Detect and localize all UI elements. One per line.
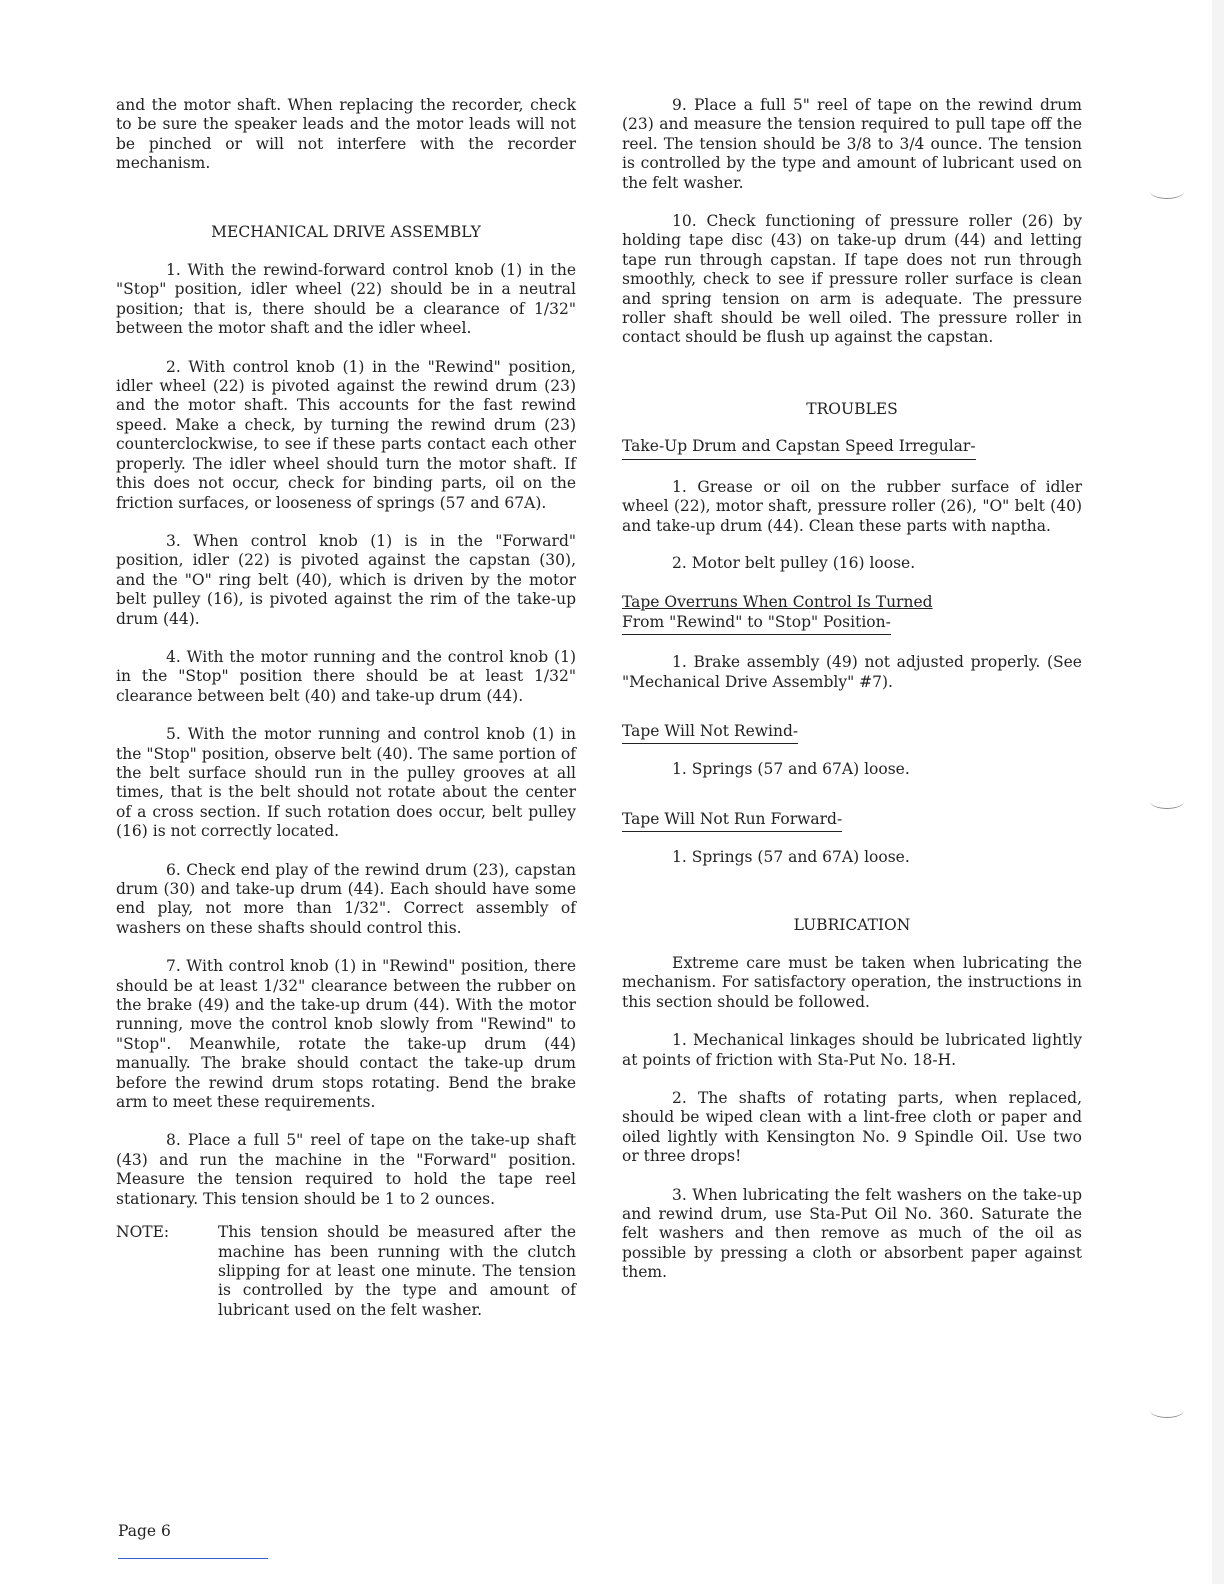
lubrication-heading: LUBRICATION xyxy=(793,915,911,934)
step-1: 1. With the rewind-forward control knob (1) in the "Stop" position, idler wheel (22) should be in a neutral position; that is, there should be a clearance of 1/32" between the motor shaft and the idler wheel. xyxy=(116,261,576,338)
left-column xyxy=(116,96,576,1320)
intro-paragraph: and the motor shaft. When replacing the recorder, check to be sure the speaker leads and the motor leads will not be pinched or will not interfere with the recorder mechanism. xyxy=(116,96,576,173)
note-text: This tension should be measured after the machine has been running with the clutch slipping for at least one minute. The tension is controlled by the type and amount of lubricant used on the felt washer. xyxy=(218,1223,576,1319)
lubrication-item-2: 2. The shafts of rotating parts, when replaced, should be wiped clean with a lint-free cloth or paper and oiled lightly with Kensington No. 9 Spindle Oil. Use two or three drops! xyxy=(622,1089,1082,1166)
trouble-4-title: Tape Will Not Run Forward- xyxy=(622,810,842,832)
page-number: Page 6 xyxy=(118,1522,171,1540)
note-label: NOTE: xyxy=(116,1223,170,1242)
step-7: 7. With control knob (1) in "Rewind" position, there should be at least 1/32" clearance between the rubber on the brake (49) and the take-up drum (44). With the motor running, move the control knob slowly from "Rewind" to "Stop". Meanwhile, rotate the take-up drum (44) manually. The brake should contact the take-up drum before the rewind drum stops rotating. Bend the brake arm to meet these requirements. xyxy=(116,957,576,1112)
right-column xyxy=(622,96,1082,1283)
lubrication-intro: Extreme care must be taken when lubricating the mechanism. For satisfactory operation, the instructions in this section should be followed. xyxy=(622,953,1082,1011)
punch-hole-mark-top xyxy=(1150,184,1184,199)
step-10: 10. Check functioning of pressure roller (26) by holding tape disc (43) on take-up drum (44) and letting tape run through capstan. If tape does not run through smoothly, check to see if pressure roller surface is clean and spring tension on arm is adequate. The pressure roller shaft should be well oiled. The pressure roller in contact should be flush up against the capstan. xyxy=(622,212,1082,347)
punch-hole-mark-bottom xyxy=(1150,1403,1184,1418)
page-edge xyxy=(1212,0,1224,1584)
step-2: 2. With control knob (1) in the "Rewind" position, idler wheel (22) is pivoted against the rewind drum (23) and the motor shaft. This accounts for the fast rewind speed. Make a check, by turning the rewind drum (23) counterclockwise, to see if these parts contact each other properly. The idler wheel should turn the motor shaft. If this does not occur, check for binding parts, oil on the friction surfaces, or looseness of springs (57 and 67A). xyxy=(116,357,576,512)
step-5: 5. With the motor running and control knob (1) in the "Stop" position, observe belt (40). The same portion of the belt surface should run in the pulley grooves at all times, that is the belt should not rotate about the center of a cross section. If such rotation does occur, belt pulley (16) is not correctly located. xyxy=(116,725,576,841)
trouble-1-item-2: 2. Motor belt pulley (16) loose. xyxy=(672,553,916,572)
lubrication-item-1: 1. Mechanical linkages should be lubricated lightly at points of friction with Sta-Put No. 18-H. xyxy=(622,1031,1082,1069)
trouble-2-item-1: 1. Brake assembly (49) not adjusted properly. (See "Mechanical Drive Assembly" #7). xyxy=(622,653,1082,691)
step-6: 6. Check end play of the rewind drum (23), capstan drum (30) and take-up drum (44). Each should have some end play, not more than 1/32". Correct assembly of washers on these shafts should control this. xyxy=(116,860,576,937)
note-block xyxy=(116,1223,576,1320)
troubles-heading: TROUBLES xyxy=(806,399,898,418)
trouble-1-title: Take-Up Drum and Capstan Speed Irregular- xyxy=(622,437,976,459)
mechanical-drive-heading: MECHANICAL DRIVE ASSEMBLY xyxy=(211,222,481,241)
trouble-2-title xyxy=(622,593,1082,635)
trouble-3-title: Tape Will Not Rewind- xyxy=(622,722,798,744)
punch-hole-mark-middle xyxy=(1150,794,1184,809)
lubrication-item-3: 3. When lubricating the felt washers on the take-up and rewind drum, use Sta-Put Oil No. 360. Saturate the felt washers and then remove as much of the oil as possible by pressing a cloth or absorbent paper against them. xyxy=(622,1185,1082,1282)
trouble-2-title-line1: Tape Overruns When Control Is Turned xyxy=(622,593,933,612)
step-3: 3. When control knob (1) is in the "Forward" position, idler (22) is pivoted against the capstan (30), and the "O" ring belt (40), which is driven by the motor belt pulley (16), is pivoted against the rim of the take-up drum (44). xyxy=(116,531,576,628)
footer-rule xyxy=(118,1558,268,1559)
trouble-2-title-line2: From "Rewind" to "Stop" Position- xyxy=(622,613,891,635)
trouble-4-item-1: 1. Springs (57 and 67A) loose. xyxy=(672,848,910,867)
step-4: 4. With the motor running and the control knob (1) in the "Stop" position there should be at least 1/32" clearance between belt (40) and take-up drum (44). xyxy=(116,647,576,705)
trouble-3-item-1: 1. Springs (57 and 67A) loose. xyxy=(672,760,910,779)
trouble-1-item-1: 1. Grease or oil on the rubber surface of idler wheel (22), motor shaft, pressure roller (26), "O" belt (40) and take-up drum (44). Clean these parts with naptha. xyxy=(622,477,1082,535)
step-8: 8. Place a full 5" reel of tape on the take-up shaft (43) and run the machine in the "Forward" position. Measure the tension required to hold the tape reel stationary. This tension should be 1 to 2 ounces. xyxy=(116,1131,576,1208)
step-9: 9. Place a full 5" reel of tape on the rewind drum (23) and measure the tension required to pull tape off the reel. The tension should be 3/8 to 3/4 ounce. The tension is controlled by the type and amount of lubricant used on the felt washer. xyxy=(622,96,1082,192)
